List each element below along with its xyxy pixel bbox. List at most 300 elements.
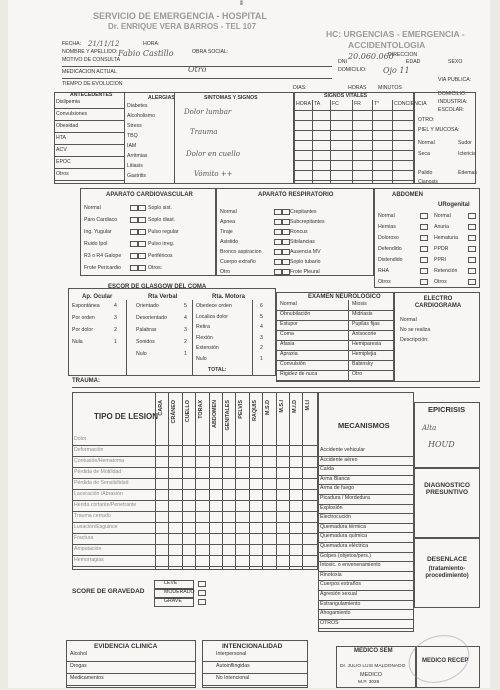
glasgow-motora: Nulo xyxy=(196,355,207,362)
diagnostico-box xyxy=(414,468,480,538)
glasgow-verbal-score: 4 xyxy=(184,315,187,321)
diagnostico-title: DIAGNOSTICO PRESUNTIVO xyxy=(424,482,470,497)
abdomen-item: Doloroso xyxy=(378,235,399,241)
lesion-region-header: CUELLO xyxy=(184,400,191,423)
resp-title: APARATO RESPIRATORIO xyxy=(258,192,334,198)
resp-check-right[interactable] xyxy=(282,249,290,255)
abdomen-check[interactable] xyxy=(420,235,428,241)
lesion-region-header: RAQUIS xyxy=(251,400,258,421)
score-row-label: GRAVE xyxy=(164,598,182,604)
glasgow-divider xyxy=(192,300,193,376)
abdomen-item: Defendido xyxy=(378,246,402,252)
neuro-item: Rigidez de nuca xyxy=(280,371,318,377)
medico-sem-name: Dr. JULIO LUIS MALDONADO xyxy=(340,664,406,669)
score-title: SCORE DE GRAVEDAD xyxy=(72,588,145,595)
cardio-item-right: Pulso regular xyxy=(148,229,179,235)
antecedente-mid-item: Stress xyxy=(127,123,142,129)
glasgow-ocular: Por dolor xyxy=(72,327,94,333)
ant-divider-2 xyxy=(174,92,175,184)
motivo-label: MOTIVO DE CONSULTA xyxy=(62,57,121,63)
medico-recep-title: MEDICO RECEP xyxy=(422,658,469,664)
urogenital-item: PPRI xyxy=(434,257,447,263)
service-title: SERVICIO DE EMERGENCIA - HOSPITAL xyxy=(93,11,267,21)
urogenital-item: Otros xyxy=(434,279,447,285)
resp-check[interactable] xyxy=(274,269,282,275)
cardio-item: Ruido Ipol xyxy=(84,241,108,247)
signos-row-line xyxy=(294,170,414,171)
horas-label: HORAS xyxy=(348,85,367,91)
neuro-item-right: Anisocorie xyxy=(352,331,377,337)
resp-check[interactable] xyxy=(274,219,282,225)
intencionalidad-line xyxy=(202,685,308,686)
signos-right-item: Cianosis xyxy=(418,179,438,185)
score-check[interactable] xyxy=(198,581,206,587)
minutos-label: MINUTOS xyxy=(378,85,402,91)
lesion-region-header: ABDOMEN xyxy=(211,400,218,428)
resp-item: Cuerpo extraño xyxy=(220,259,256,265)
via-publica-label: VIA PUBLICA: xyxy=(438,77,472,83)
desenlace-title: DESENLACE xyxy=(426,556,468,563)
glasgow-title: ESCOR DE GLASGOW DEL COMA xyxy=(108,284,207,290)
lesion-row-label: Trauma cerrado xyxy=(74,513,111,519)
signos-row-line xyxy=(294,160,414,161)
cardio-item-right: Pulso irreg. xyxy=(148,241,175,247)
cardio-check-right[interactable] xyxy=(138,265,146,271)
resp-check-right[interactable] xyxy=(282,269,290,275)
direccion-label: DIRECCION xyxy=(388,52,418,58)
lesion-row-line xyxy=(72,467,318,468)
evidencia-item: Medicamentos xyxy=(70,675,104,681)
evidencia-line xyxy=(66,685,196,686)
dias-label: DIAS: xyxy=(293,85,307,91)
resp-check[interactable] xyxy=(274,259,282,265)
lesion-region-header: TORAX xyxy=(198,400,205,419)
abdomen-item: Distendido xyxy=(378,257,403,263)
lesion-row-label: Luxación/Esguince xyxy=(74,524,118,530)
abdomen-item: Normal xyxy=(378,213,395,219)
urogenital-item: Hematuria xyxy=(434,235,458,241)
cardio-check[interactable] xyxy=(130,253,138,259)
hand-dni: 20.060.060 xyxy=(348,52,394,61)
antecedente-mid-item: Alcoholismo xyxy=(127,113,155,119)
lesion-region-header: PELVIS xyxy=(238,400,245,419)
page-mark: ʬ xyxy=(240,1,243,7)
antecedentes-header: ANTECEDENTES xyxy=(70,92,113,98)
neuro-item: Coma xyxy=(280,331,294,337)
antecedente-mid-item: Gastritis xyxy=(127,173,147,179)
antecedente-line xyxy=(54,132,124,133)
urogenital-check[interactable] xyxy=(468,257,476,263)
score-check[interactable] xyxy=(198,590,206,596)
signos-row-line xyxy=(294,150,414,151)
neuro-item: Estupor xyxy=(280,321,298,327)
urogenital-check[interactable] xyxy=(468,246,476,252)
cardio-item-right: Periféricos xyxy=(148,253,173,259)
lesion-row-label: Hemorragias xyxy=(74,557,104,563)
resp-check[interactable] xyxy=(274,249,282,255)
alergias-header: ALERGIAS xyxy=(148,95,175,101)
resp-check-right[interactable] xyxy=(282,229,290,235)
cardio-check[interactable] xyxy=(130,241,138,247)
hand-sint1: Dolor lumbar xyxy=(184,108,232,116)
hand-sint4: Vómito ++ xyxy=(194,170,233,178)
signos-right-item: Palido xyxy=(418,170,433,176)
cardio-check-right[interactable] xyxy=(138,217,146,223)
hand-motivo: Otro xyxy=(188,65,207,74)
evidencia-item: Alcohol xyxy=(70,651,88,657)
lesion-row-line xyxy=(72,511,318,512)
glasgow-divider xyxy=(126,300,127,376)
signos-title: SIGNOS VITALES xyxy=(324,93,368,99)
electro-item: Descripción: xyxy=(400,337,429,343)
neuro-item: Convulsión xyxy=(280,361,306,367)
signos-col-line xyxy=(352,100,353,184)
intencionalidad-line xyxy=(202,661,308,662)
cardio-check-right[interactable] xyxy=(138,241,146,247)
glasgow-verbal-score: 2 xyxy=(184,339,187,345)
signos-row-line xyxy=(294,130,414,131)
hc-subtitle: ACCIDENTOLOGIA xyxy=(348,40,426,50)
antecedente-item: Dislipemia xyxy=(56,99,80,105)
antecedente-line xyxy=(54,120,124,121)
resp-item: Bronco aspiracion xyxy=(220,249,262,255)
antecedente-item: Obesidad xyxy=(56,123,79,129)
signos-row-line xyxy=(294,140,414,141)
signos-col-header: TA xyxy=(314,101,321,107)
cardio-item-right: Soplo diast. xyxy=(148,217,176,223)
lesion-row-line xyxy=(72,478,318,479)
antecedente-mid-item: Litiasis xyxy=(127,163,143,169)
cardio-item: Normal xyxy=(84,205,101,211)
glasgow-verbal: Palabras xyxy=(136,327,157,333)
antecedente-mid-item: Arritmias xyxy=(127,153,148,159)
mecanismo-item: Arma de fuego xyxy=(320,485,355,492)
electro-title: ELECTRO CARDIOGRAMA xyxy=(414,296,462,309)
ant-divider-1 xyxy=(124,92,125,184)
signos-col-header: FR xyxy=(354,101,361,107)
resp-item-right: Soplo tubario xyxy=(290,259,321,265)
cardio-item-right: Soplo sist. xyxy=(148,205,172,211)
abdomen-check[interactable] xyxy=(420,279,428,285)
urogenital-check[interactable] xyxy=(468,279,476,285)
electro-item: Normal xyxy=(400,317,417,323)
nombre-label: NOMBRE Y APELLIDO: xyxy=(62,49,118,55)
abdomen-item: Otros xyxy=(378,279,391,285)
lesion-row-line xyxy=(72,555,318,556)
mecanismo-item: Cuerpos extraños xyxy=(320,581,361,588)
neuro-item-right: Hemiplejia xyxy=(352,351,377,357)
neuro-item-right: Hemiparesia xyxy=(352,341,382,347)
neuro-line xyxy=(276,380,394,381)
mecanismo-item: Golpes (objetos/pers.) xyxy=(320,552,372,559)
signos-col-header: CONCIENCIA xyxy=(394,101,427,107)
mecanismo-item: Electrocución xyxy=(320,514,352,521)
urogenital-item: Normal xyxy=(434,213,451,219)
glasgow-motora: Obedece orden xyxy=(196,303,232,309)
obra-social-label: OBRA SOCIAL: xyxy=(192,49,229,55)
lesion-row-label: Pérdida de Motilidad xyxy=(74,469,122,475)
epicrisis-title: EPICRISIS xyxy=(428,405,466,414)
signos-col-line xyxy=(312,100,313,184)
resp-check-right[interactable] xyxy=(282,259,290,265)
signos-row-line xyxy=(294,120,414,121)
signos-col-line xyxy=(392,100,393,184)
antecedente-line xyxy=(54,168,124,169)
lesion-region-header: CARA xyxy=(158,400,164,416)
glasgow-box xyxy=(68,288,276,376)
signos-right-item: Normal xyxy=(418,140,435,146)
cardio-check[interactable] xyxy=(130,205,138,211)
abdomen-check[interactable] xyxy=(420,246,428,252)
evidencia-item: Drogas xyxy=(70,663,87,669)
glasgow-ocular-score: 3 xyxy=(114,315,117,321)
mecanismo-item: Quemadura térmica xyxy=(320,523,366,530)
cardio-title: APARATO CARDIOVASCULAR xyxy=(106,192,193,198)
neuro-item: Apraxia xyxy=(280,351,298,357)
abdomen-check[interactable] xyxy=(420,257,428,263)
neuro-item-right: Pupilas fijas xyxy=(352,321,380,327)
lesion-row-label: Laceración /Abrasión xyxy=(74,491,123,497)
lesion-row-line xyxy=(72,544,318,545)
cardio-check-right[interactable] xyxy=(138,205,146,211)
cardio-check-right[interactable] xyxy=(138,253,146,259)
evidencia-line xyxy=(66,661,196,662)
neuro-item-right: Otro xyxy=(352,371,363,377)
sexo-label: SEXO xyxy=(448,59,463,65)
mecanismo-item: Accidente vehicular xyxy=(320,447,365,453)
lesion-region-header: M.I.D xyxy=(292,400,298,413)
signos-col-header: HORA xyxy=(296,101,311,107)
resp-check-right[interactable] xyxy=(282,219,290,225)
glasgow-motora-score: 2 xyxy=(260,345,263,351)
fecha-label: FECHA: xyxy=(62,41,82,47)
glasgow-motora-score: 4 xyxy=(260,324,263,330)
resp-item-right: Sibilancias xyxy=(290,239,315,245)
abdomen-check[interactable] xyxy=(420,268,428,274)
signos-col-header: T° xyxy=(374,101,380,107)
neuro-item-right: Midriasis xyxy=(352,311,373,317)
antecedente-item: Otros xyxy=(56,171,69,177)
hand-fecha: 21/11/12 xyxy=(88,40,120,48)
signos-col-header: FC xyxy=(332,101,339,107)
antecedente-line xyxy=(54,144,124,145)
lesion-row-line xyxy=(72,533,318,534)
glasgow-motora-score: 3 xyxy=(260,334,263,341)
lesion-row-label: Contusión/Hematoma xyxy=(74,458,125,464)
resp-check[interactable] xyxy=(274,229,282,235)
mecanismo-item: Agresión sexual xyxy=(320,591,357,597)
hand-sint3: Dolor en cuello xyxy=(186,150,240,158)
glasgow-motora-score: 5 xyxy=(260,313,263,320)
epicrisis-hand-2: HOUD xyxy=(428,440,455,449)
edad-label: EDAD xyxy=(406,59,421,65)
glasgow-motora: Extensión xyxy=(196,345,219,351)
lesion-region-header: M.S.D xyxy=(265,400,272,415)
resp-item: Apnea xyxy=(220,219,236,225)
score-row-label: MODERADO xyxy=(164,589,195,595)
emergency-form-sheet xyxy=(8,0,490,688)
mecanismo-item: Explosión xyxy=(320,504,343,511)
lesion-row-line xyxy=(72,445,318,446)
lesion-row-line xyxy=(72,489,318,490)
resp-item: Normal xyxy=(220,209,237,215)
medico-sem-mp: M.P. 3038 xyxy=(358,680,380,685)
lesion-row-line xyxy=(72,456,318,457)
lesion-row-label: Deformación xyxy=(74,447,104,453)
antecedente-mid-item: Diabetes xyxy=(127,103,148,109)
cardio-item: Paro Cardiaco xyxy=(84,217,118,223)
signos-col-line xyxy=(330,100,331,184)
glasgow-motora: Retira xyxy=(196,324,210,330)
mecanismo-item: Quemadura química xyxy=(320,533,367,540)
glasgow-verbal: Nulo xyxy=(136,351,147,357)
resp-item-right: Roncus xyxy=(290,229,308,235)
motora-header: Rta. Motora xyxy=(212,294,245,300)
lesion-title: TIPO DE LESION xyxy=(94,412,159,421)
hora-label: HORA: xyxy=(143,41,160,47)
sintomas-header: SINTOMAS Y SIGNOS xyxy=(204,95,258,101)
neuro-item-right: Babinsky xyxy=(352,361,374,367)
lesion-region-header: M.S.I xyxy=(278,400,285,413)
ocular-header: Ap. Ocular xyxy=(82,294,113,300)
cardio-item: Ing. Yugular xyxy=(84,229,112,235)
intencionalidad-item: Autoinflingidas xyxy=(216,663,250,669)
antecedente-item: EPOC xyxy=(56,159,71,165)
hand-sint2: Trauma xyxy=(190,128,218,136)
hand-nombre: Fabio Castillo xyxy=(118,49,174,58)
signos-row-line xyxy=(294,180,414,181)
cardio-item: R3 o R4 Galope xyxy=(84,253,122,259)
lesion-row-label: Pérdida de Sensibilidad xyxy=(74,480,129,486)
urogenital-check[interactable] xyxy=(468,235,476,241)
antecedente-item: ACV xyxy=(56,147,67,153)
glasgow-ocular-score: 4 xyxy=(114,303,117,309)
urogenital-item: PPDR xyxy=(434,246,449,252)
mecanismo-item: Ahogamiento xyxy=(320,610,351,617)
piel-label: PIEL Y MUCOSA: xyxy=(418,127,460,133)
urogenital-item: Anuria xyxy=(434,224,449,230)
evidencia-line xyxy=(66,673,196,674)
resp-item-right: Ausencia MV xyxy=(290,249,321,255)
medicacion-line xyxy=(62,78,332,79)
cardio-check-right[interactable] xyxy=(138,229,146,235)
abdomen-item: Hernias xyxy=(378,224,396,230)
lesion-row-line xyxy=(72,500,318,501)
urogenital-check[interactable] xyxy=(468,213,476,219)
mecanismo-line xyxy=(318,628,414,629)
glasgow-ocular: Espontánea xyxy=(72,303,100,309)
glasgow-ocular-score: 2 xyxy=(114,327,117,333)
cardio-check[interactable] xyxy=(130,229,138,235)
mecanismo-item: Accidente aéreo xyxy=(320,456,358,463)
antecedente-line xyxy=(54,108,124,109)
glasgow-verbal-score: 3 xyxy=(184,327,187,333)
intencionalidad-title: INTENCIONALIDAD xyxy=(222,643,283,650)
urogenital-item: Retención xyxy=(434,268,458,274)
domicilio-r-label: DOMICILIO: xyxy=(438,91,467,97)
epicrisis-hand-1: Alta xyxy=(422,424,437,432)
mecanismo-item: OTROS xyxy=(320,619,339,626)
medicacion-label: MEDICACION ACTUAL xyxy=(62,69,117,75)
resp-item: Asistido xyxy=(220,239,239,245)
resp-check-right[interactable] xyxy=(282,239,290,245)
mecanismo-item: Picadura / Mordedura xyxy=(320,495,370,501)
neuro-title: EXAMEN NEUROLOGICO xyxy=(308,294,381,300)
neuro-divider xyxy=(348,300,349,382)
signos-col-line xyxy=(372,100,373,184)
glasgow-motora-score: 1 xyxy=(260,355,263,362)
lesion-row-label: Herida cortante/Penetrante xyxy=(74,502,137,508)
evidencia-title: EVIDENCIA CLINICA xyxy=(94,643,158,650)
antecedente-line xyxy=(54,156,124,157)
cardio-item-right: Otros: xyxy=(148,265,163,271)
desenlace-sub: (tratamiento-procedimiento) xyxy=(425,566,469,579)
trauma-line xyxy=(72,387,480,388)
tiempo-label: TIEMPO DE EVOLUCION xyxy=(62,81,123,87)
signos-right-item: Edemas xyxy=(458,170,478,176)
resp-check-right[interactable] xyxy=(282,209,290,215)
lesion-region-header: GENITALES xyxy=(225,400,231,431)
glasgow-divider xyxy=(252,300,253,376)
glasgow-total: TOTAL: xyxy=(208,367,227,373)
score-check[interactable] xyxy=(198,599,206,605)
glasgow-motora: Localiza dolor xyxy=(196,313,229,320)
cardio-check[interactable] xyxy=(130,265,138,271)
score-row-label: LEVE xyxy=(164,580,178,586)
cardio-item: Frote Pericardio xyxy=(84,265,121,271)
glasgow-verbal: Desorientado xyxy=(136,315,167,321)
trauma-label: TRAUMA: xyxy=(72,378,100,384)
dni-label: DNI xyxy=(338,59,347,65)
resp-check[interactable] xyxy=(274,239,282,245)
glasgow-verbal: Orientado xyxy=(136,303,159,309)
resp-item: Otro xyxy=(220,269,231,275)
antecedente-item: HTA xyxy=(56,135,66,141)
antecedente-item: Convulsiones xyxy=(56,111,88,117)
industria-label: INDUSTRIA: xyxy=(438,99,468,105)
mecanismo-item: Estrangulamiento xyxy=(320,600,361,607)
resp-check[interactable] xyxy=(274,209,282,215)
glasgow-motora-score: 6 xyxy=(260,303,263,309)
urogenital-check[interactable] xyxy=(468,268,476,274)
intencionalidad-item: Interpersonal xyxy=(216,651,247,657)
urogenital-check[interactable] xyxy=(468,224,476,230)
abdomen-item: RHA xyxy=(378,268,389,274)
lesion-row-label: Fractura xyxy=(74,535,94,541)
signos-row-line xyxy=(294,110,414,111)
resp-item-right: Crepitantes xyxy=(290,209,317,215)
otro-label: OTRO: xyxy=(418,117,435,123)
antecedente-line xyxy=(54,180,124,181)
resp-item: Tiraje xyxy=(220,229,233,235)
abdomen-check[interactable] xyxy=(420,213,428,219)
antecedente-mid-item: IAM xyxy=(127,143,137,149)
lesion-row-label: Dolor xyxy=(74,436,87,442)
signos-right-item: Seca xyxy=(418,151,430,157)
glasgow-ocular-score: 1 xyxy=(114,339,117,345)
medico-sem-title: MEDICO SEM xyxy=(354,648,393,654)
glasgow-verbal-score: 1 xyxy=(184,351,187,357)
abdomen-title: ABDOMEN xyxy=(392,192,423,198)
mecanismo-item: Quemadura eléctrica xyxy=(320,543,369,549)
antecedente-mid-item: TBQ xyxy=(127,133,138,139)
glasgow-verbal-score: 5 xyxy=(184,303,187,309)
glasgow-ocular: Nula xyxy=(72,339,83,345)
cardio-check[interactable] xyxy=(130,217,138,223)
resp-item-right: Frote Pleural xyxy=(290,269,320,275)
abdomen-check[interactable] xyxy=(420,224,428,230)
signos-right-item: Ictericia xyxy=(458,151,476,157)
